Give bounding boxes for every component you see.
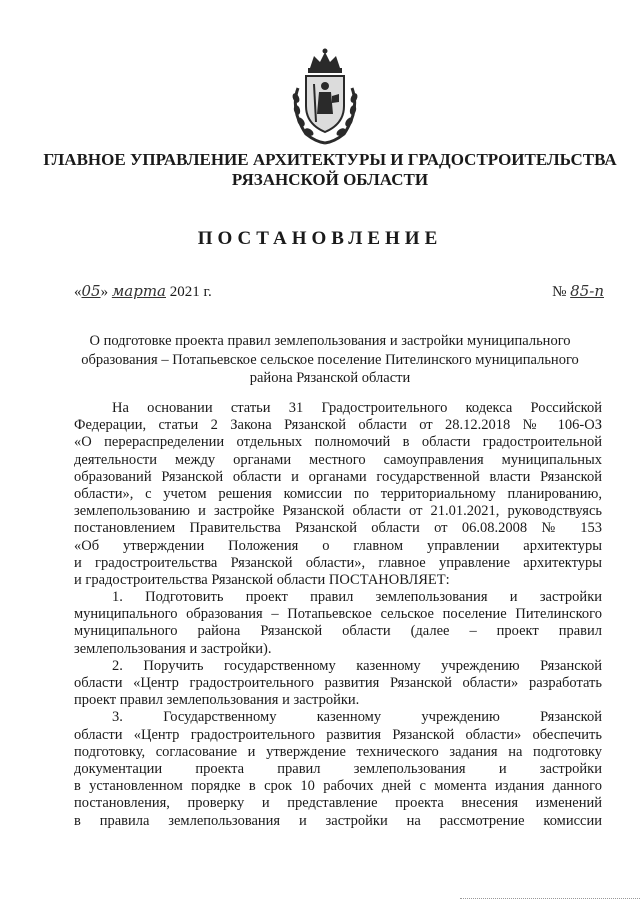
quote-close: » (100, 284, 109, 300)
body-line: муниципального района Рязанской области (далее – проект правил (74, 623, 602, 640)
body-line: Федерации, статьи 2 Закона Рязанской области от 28.12.2018 № 106-ОЗ (74, 417, 602, 434)
handwritten-number: 85-п (570, 282, 604, 300)
body-line: и градостроительства Рязанской области», главное управление архитектуры (74, 554, 602, 571)
body-line: деятельности между органами местного самоуправления муниципальных (74, 451, 602, 468)
document-type-title: ПОСТАНОВЛЕНИЕ (197, 228, 443, 249)
body-line: образований Рязанской области и органами государственной власти Рязанской (74, 468, 602, 485)
number-label: № (552, 284, 567, 300)
body-line: проект правил землепользования и застройки. (74, 692, 360, 709)
coat-of-arms-icon (286, 48, 364, 146)
handwritten-day: 05 (81, 282, 101, 300)
body-line: и градостроительства Рязанской области ПОСТАНОВЛЯЕТ: (74, 571, 450, 588)
organization-name-line1: ГЛАВНОЕ УПРАВЛЕНИЕ АРХИТЕКТУРЫ И ГРАДОСТРОИТЕЛЬСТВА (43, 150, 617, 169)
document-body (74, 400, 602, 830)
body-line: землепользования и застройки). (74, 640, 272, 657)
organization-name-line2: РЯЗАНСКОЙ ОБЛАСТИ (231, 170, 429, 189)
document-number (552, 282, 604, 301)
quote-open: « (74, 284, 82, 300)
document-date (74, 282, 212, 301)
body-line: в правила землепользования и застройки на рассмотрение комиссии (74, 812, 602, 829)
body-line: «О перераспределении отдельных полномочий в области градостроительной (74, 434, 602, 451)
body-line: области «Центр градостроительного развития Рязанской области» разработать (74, 675, 602, 691)
body-line: постановлением Правительства Рязанской области от 06.08.2008 № 153 (74, 520, 602, 537)
body-line: На основании статьи 31 Градостроительного кодекса Российской (112, 400, 602, 416)
body-line: землепользованию и застройке Рязанской области от 21.01.2021, руководствуясь (74, 503, 602, 520)
date-number-line (74, 278, 604, 306)
document-subject (70, 332, 590, 388)
page-edge-artifact (460, 898, 640, 899)
subject-line: О подготовке проекта правил землепользования и застройки муниципального (89, 333, 571, 349)
body-line: области «Центр градостроительного развития Рязанской области» обеспечить (74, 726, 602, 743)
body-line: документации проекта правил землепользования и застройки (74, 760, 602, 777)
body-line: 2. Поручить государственному казенному учреждению Рязанской (112, 657, 602, 674)
body-line: постановления, проверку и представление проекта внесения изменений (74, 795, 602, 812)
body-line: подготовку, согласование и утверждение технического задания на подготовку (74, 743, 602, 760)
handwritten-month: марта (111, 282, 166, 300)
body-line: «Об утверждении Положения о главном управлении архитектуры (74, 537, 602, 554)
subject-line: района Рязанской области (249, 370, 411, 386)
body-line: области», с учетом решения комиссии по территориальному планированию, (74, 485, 602, 502)
document-year: 2021 г. (169, 284, 212, 300)
body-line: муниципального образования – Потапьевское сельское поселение Пителинского (74, 606, 602, 623)
subject-line: образования – Потапьевское сельское поселение Пителинского муниципального (81, 351, 579, 368)
body-line: 3. Государственному казенному учреждению Рязанской (112, 709, 602, 726)
body-line: в установленном порядке в срок 10 рабочих дней с момента издания данного (74, 778, 602, 795)
body-line: 1. Подготовить проект правил землепользования и застройки (112, 589, 602, 606)
